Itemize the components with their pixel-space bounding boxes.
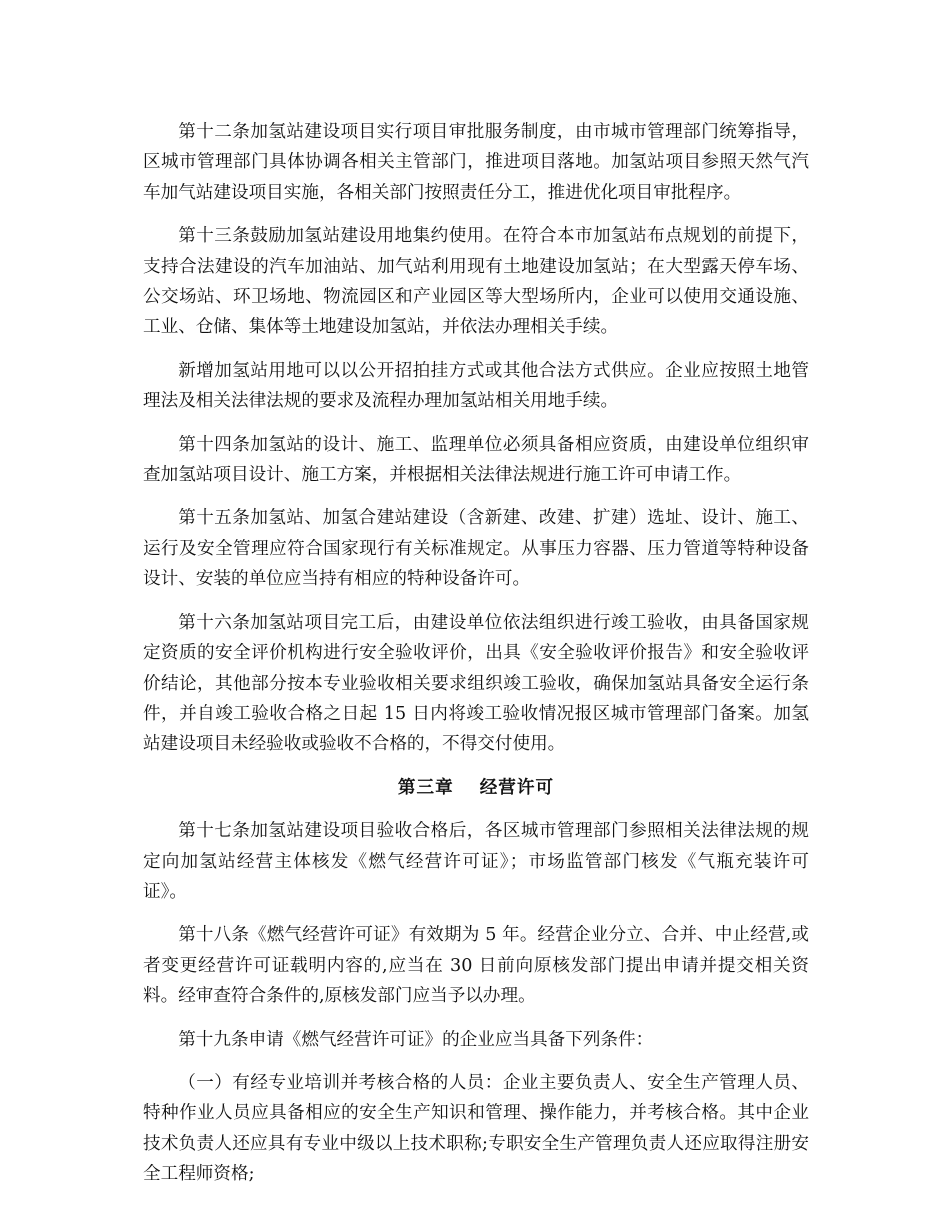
paragraph-article-18: 第十八条《燃气经营许可证》有效期为 5 年。经营企业分立、合并、中止经营,或者变更经营许可证载明内容的,应当在 30 日前向原核发部门提出申请并提交相关资料。经审查符合条件的,原核发部门应当予以办理。 (143, 925, 809, 1007)
paragraph-article-19: 第十九条申请《燃气经营许可证》的企业应当具备下列条件： (178, 1029, 654, 1050)
chapter-title: 经营许可 (479, 777, 555, 798)
paragraph-article-17: 第十七条加氢站建设项目验收合格后，各区城市管理部门参照相关法律法规的规定向加氢站经营主体核发《燃气经营许可证》；市场监管部门核发《气瓶充装许可证》。 (143, 821, 809, 902)
chapter-heading (143, 773, 809, 803)
paragraph-new-land-supply: 新增加氢站用地可以以公开招拍挂方式或其他合法方式供应。企业应按照土地管理法及相关法律法规的要求及流程办理加氢站相关用地手续。 (143, 360, 809, 412)
paragraph-article-13: 第十三条鼓励加氢站建设用地集约使用。在符合本市加氢站布点规划的前提下，支持合法建设的汽车加油站、加气站利用现有土地建设加氢站；在大型露天停车场、公交场站、环卫场地、物流园区和产业园区等大型场所内，企业可以使用交通设施、工业、仓储、集体等土地建设加氢站，并依法办理相关手续。 (143, 226, 809, 338)
paragraph-condition-1: （一）有经专业培训并考核合格的人员：企业主要负责人、安全生产管理人员、特种作业人员应具备相应的安全生产知识和管理、操作能力，并考核合格。其中企业技术负责人还应具有专业中级以上技术职称;专职安全生产管理负责人还应取得注册安全工程师资格; (143, 1072, 809, 1185)
document-body (143, 117, 809, 1203)
paragraph-article-14: 第十四条加氢站的设计、施工、监理单位必须具备相应资质，由建设单位组织审查加氢站项目设计、施工方案，并根据相关法律法规进行施工许可申请工作。 (143, 434, 809, 486)
paragraph-article-16: 第十六条加氢站项目完工后，由建设单位依法组织进行竣工验收，由具备国家规定资质的安全评价机构进行安全验收评价，出具《安全验收评价报告》和安全验收评价结论，其他部分按本专业验收相关要求组织竣工验收，确保加氢站具备安全运行条件，并自竣工验收合格之日起 15 日内将竣工验收情况报区城市管理部门备案。加氢站建设项目未经验收或验收不合格的，不得交付使用。 (143, 612, 809, 755)
paragraph-article-12: 第十二条加氢站建设项目实行项目审批服务制度，由市城市管理部门统筹指导，区城市管理部门具体协调各相关主管部门，推进项目落地。加氢站项目参照天然气汽车加气站建设项目实施，各相关部门按照责任分工，推进优化项目审批程序。 (143, 122, 809, 203)
chapter-number: 第三章 (397, 777, 454, 798)
paragraph-article-15: 第十五条加氢站、加氢合建站建设（含新建、改建、扩建）选址、设计、施工、运行及安全管理应符合国家现行有关标准规定。从事压力容器、压力管道等特种设备设计、安装的单位应当持有相应的特种设备许可。 (143, 508, 809, 590)
